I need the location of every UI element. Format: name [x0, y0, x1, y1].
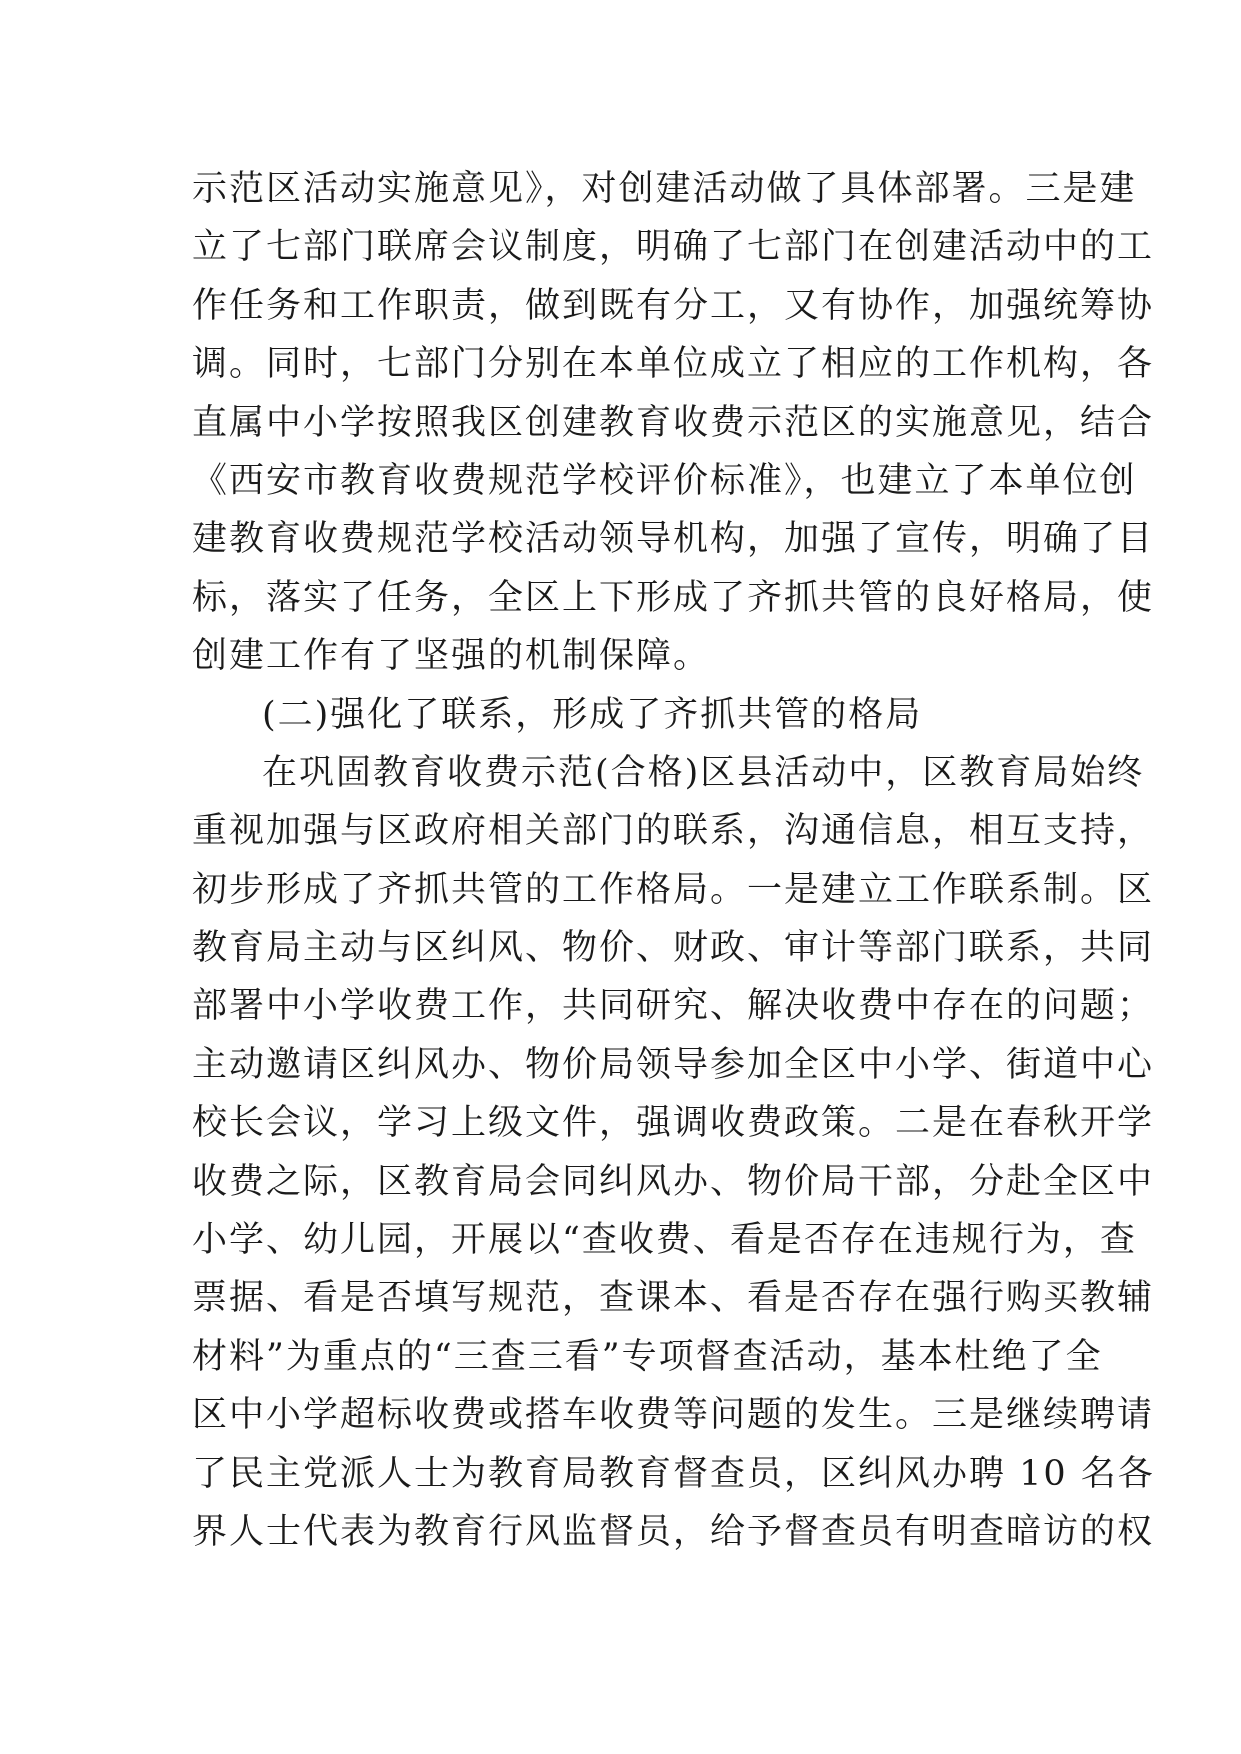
text-line: 票据、看是否填写规范，查课本、看是否存在强行购买教辅 [192, 1278, 1155, 1319]
section-heading: (二)强化了联系，形成了齐抓共管的格局 [262, 694, 923, 735]
body-text [192, 160, 1155, 1561]
text-line: 在巩固教育收费示范(合格)区县活动中，区教育局始终 [262, 752, 1145, 793]
text-line: 调。同时，七部门分别在本单位成立了相应的工作机构，各 [192, 344, 1155, 385]
text-line: 主动邀请区纠风办、物价局领导参加全区中小学、街道中心 [192, 1044, 1155, 1085]
text-line: 示范区活动实施意见》，对创建活动做了具体部署。三是建 [192, 169, 1137, 209]
text-line: 小学、幼儿园，开展以“查收费、看是否存在违规行为，查 [192, 1220, 1137, 1261]
text-line: 重视加强与区政府相关部门的联系，沟通信息，相互支持， [192, 811, 1155, 852]
text-line: 作任务和工作职责，做到既有分工，又有协作，加强统筹协 [192, 285, 1155, 326]
text-line: 《西安市教育收费规范学校评价标准》，也建立了本单位创 [192, 460, 1137, 501]
text-line: 校长会议，学习上级文件，强调收费政策。二是在春秋开学 [192, 1103, 1155, 1144]
text-line: 创建工作有了坚强的机制保障。 [192, 636, 711, 677]
text-line: 区中小学超标收费或搭车收费等问题的发生。三是继续聘请 [192, 1395, 1155, 1436]
text-line: 立了七部门联席会议制度，明确了七部门在创建活动中的工 [192, 227, 1155, 268]
text-line: 界人士代表为教育行风监督员，给予督查员有明查暗访的权 [192, 1511, 1155, 1552]
text-line: 建教育收费规范学校活动领导机构，加强了宣传，明确了目 [192, 519, 1155, 560]
text-line: 部署中小学收费工作，共同研究、解决收费中存在的问题； [192, 986, 1155, 1027]
text-line: 了民主党派人士为教育局教育督查员，区纠风办聘 10 名各 [192, 1453, 1155, 1494]
text-line: 直属中小学按照我区创建教育收费示范区的实施意见，结合 [192, 402, 1155, 443]
text-line: 材料”为重点的“三查三看”专项督查活动，基本杜绝了全 [192, 1336, 1103, 1377]
text-line: 教育局主动与区纠风、物价、财政、审计等部门联系，共同 [192, 928, 1155, 969]
text-line: 初步形成了齐抓共管的工作格局。一是建立工作联系制。区 [192, 869, 1155, 910]
text-line: 收费之际，区教育局会同纠风办、物价局干部，分赴全区中 [192, 1161, 1155, 1202]
text-line: 标，落实了任务，全区上下形成了齐抓共管的良好格局，使 [192, 577, 1155, 618]
